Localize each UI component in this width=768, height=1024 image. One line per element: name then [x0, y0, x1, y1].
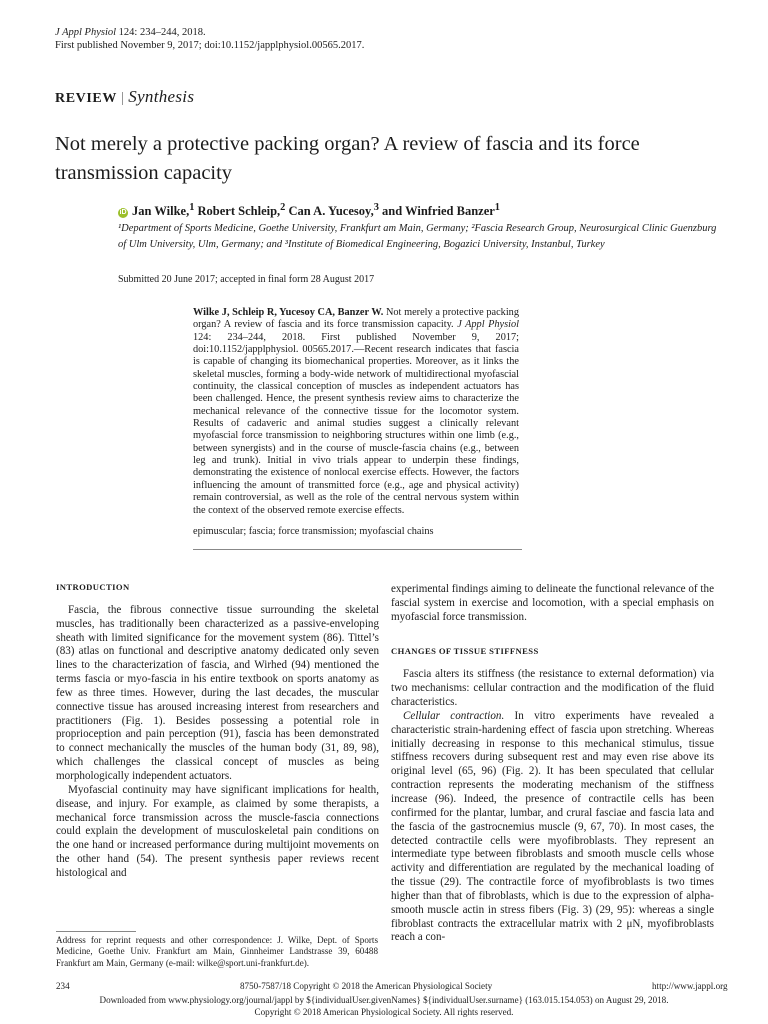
- author-4: and Winfried Banzer: [378, 204, 495, 219]
- first-published-doi: First published November 9, 2017; doi:10.1152/japplphysiol.00565.2017.: [55, 40, 365, 51]
- abstract-divider: [193, 549, 522, 550]
- orcid-icon[interactable]: iD: [119, 209, 127, 217]
- review-label: REVIEW: [55, 91, 117, 106]
- affiliations: ¹Department of Sports Medicine, Goethe University, Frankfurt am Main, Germany; ²Fascia Research Group, Neurosurgical Clinic Guenzburg of Ulm University, Ulm, Germany; and ³Institute of Biomedical Engineering, Bogazici University, Instanbul, Turkey: [118, 223, 717, 250]
- author-1-affil: 1: [189, 202, 195, 213]
- cellular-contraction-text: In vitro experiments have revealed a characteristic strain-hardening effect of fascia upon stretching. Whereas initially decreasing in response to this mechanical stimulus, tissue stiffness recovers during subsequent rest and may even rise above its original level (65, 96) (Fig. 2). It has been speculated that cellular contraction represents the moderating mechanism of the stiffness increase (96). Indeed, the presence of contractile cells has been confirmed for the plantar, lumbar, and crural fasciae and fascia lata and the fascia of the gastrocnemius muscle (9, 67, 70). In most cases, the detected contractile cells were myofibroblasts. They represent an intermediate type between fibroblasts and smooth muscle cells whose activity and differentiation are regulated by the mechanical loading of the tissue (29). The contractile force of myofibroblasts is two times higher than that of fibroblasts, which is due to the expression of alpha-smooth muscle actin in stress fibers (Fig. 3) (29, 95): whereas a single fibroblast contracts the extracellular matrix with 2 μN, myofibroblasts reach a con-: [391, 709, 714, 944]
- correspondence-footnote: Address for reprint requests and other correspondence: J. Wilke, Dept. of Sports Medicine, Goethe Univ. Frankfurt am Main, Ginnheimer Landstrasse 39, 60488 Frankfurt am Main, Germany (e-mail: wilke@sport.uni-frankfurt.de).: [56, 935, 378, 968]
- section-heading-introduction: INTRODUCTION: [56, 582, 130, 592]
- issn-copyright: 8750-7587/18 Copyright © 2018 the American Physiological Society: [240, 981, 493, 991]
- article-type-label: [55, 87, 194, 107]
- section-heading-stiffness: CHANGES OF TISSUE STIFFNESS: [391, 645, 539, 656]
- journal-url[interactable]: http://www.jappl.org: [652, 981, 728, 991]
- abstract-citation-title: Not merely a protective packing organ? A review of fascia and its force transmission capacity.: [193, 307, 519, 331]
- author-3: Can A. Yucesoy,: [285, 204, 374, 219]
- footnote-rule: [56, 931, 136, 932]
- abstract-citation-authors: Wilke J, Schleip R, Yucesoy CA, Banzer W.: [193, 307, 384, 318]
- intro-paragraph-2: Myofascial continuity may have significant implications for health, disease, and injury. For example, as claimed by some therapists, a mechanical force transmission across the muscle-fascia connections could explain the development of musculoskeletal pain conditions on the one hand or increased performance during multijoint movements on the other hand (54). The present synthesis paper reviews recent histological and: [56, 783, 379, 879]
- intro-paragraph-continued: experimental findings aiming to delineate the functional relevance of the fascial system in exercise and locomotion, with a special emphasis on myofascial force transmission.: [391, 583, 714, 623]
- intro-paragraph-1: Fascia, the fibrous connective tissue surrounding the skeletal muscles, has traditionally been characterized as a passive-enveloping sheath with limited significance for the movement system (86). Tittel’s (83) atlas on functional and descriptive anatomy dedicated only seven lines to the characterization of fascia, and Wirhed (94) mentioned the terms fascia or myo-fascia in his entire textbook on sports anatomy as few as three times. However, during the last decades, the muscular connective tissue has aroused increasing interest from researchers and practitioners (Fig. 1). Besides possessing a potential role in proprioception and pain perception (91), fascia has been demonstrated to connect mechanically the muscles of the human body (31, 89, 98), which challenges the classical concept of muscles as being morphologically independent actuators.: [56, 603, 379, 782]
- abstract-body: —Recent research indicates that fascia is capable of changing its biomechanical properties. Moreover, as it links the skeletal muscles, forming a body-wide network of multidirectional myofascial continuity, the classical conception of muscles as independent actuators has been challenged. Hence, the present synthesis review aims to characterize the mechanical relevance of the connective tissue for the locomotor system. Results of cadaveric and animal studies suggest a clinically relevant myofascial force transmission to neighboring structures within one limb (e.g., between synergists) and in the course of muscle-fascia chains (e.g., between leg and trunk). Initial in vivo trials appear to underpin these findings, demonstrating the existence of nonlocal exercise effects. However, the factors influencing the amount of transmitted force (e.g., age and physical activity) remain controversial, as well as the role of the central nervous system within the context of the observed remote exercise effects.: [193, 344, 519, 516]
- citation-volume-pages: 124: 234–244, 2018.: [116, 27, 206, 38]
- author-1: Jan Wilke,: [132, 204, 190, 219]
- abstract-citation-details: 124: 234–244, 2018. First published November 9, 2017; doi:10.1152/japplphysiol. 00565.2017.: [193, 331, 519, 356]
- stiffness-paragraph-1: Fascia alters its stiffness (the resistance to external deformation) via two mechanisms: cellular contraction and the modification of the fluid characteristics.: [391, 668, 714, 709]
- author-list: [118, 202, 500, 219]
- download-statement: Downloaded from www.physiology.org/journal/jappl by ${individualUser.givenNames} ${individualUser.surname} (163.015.154.053) on August 29, 2018.: [99, 995, 669, 1005]
- author-2: Robert Schleip,: [194, 204, 281, 219]
- left-column: [56, 581, 379, 881]
- download-notice: [0, 995, 768, 1018]
- page-number: 234: [56, 981, 70, 991]
- author-3-affil: 3: [373, 202, 379, 213]
- journal-citation-header: [55, 26, 364, 52]
- submission-dates: Submitted 20 June 2017; accepted in final form 28 August 2017: [118, 274, 375, 285]
- synthesis-label: Synthesis: [128, 87, 195, 106]
- abstract: [193, 307, 519, 517]
- copyright-statement: Copyright © 2018 American Physiological Society. All rights reserved.: [254, 1006, 514, 1017]
- cellular-contraction-label: Cellular contraction.: [403, 709, 505, 722]
- keywords: epimuscular; fascia; force transmission; myofascial chains: [193, 526, 434, 537]
- stiffness-paragraph-2: [391, 710, 714, 945]
- article-title: Not merely a protective packing organ? A review of fascia and its force transmission capacity: [55, 133, 640, 184]
- right-column: [391, 583, 714, 945]
- author-4-affil: 1: [494, 202, 500, 213]
- author-2-affil: 2: [280, 202, 286, 213]
- journal-abbrev: J Appl Physiol: [55, 27, 117, 38]
- label-separator: |: [120, 90, 125, 106]
- abstract-citation-journal: J Appl Physiol: [457, 319, 519, 331]
